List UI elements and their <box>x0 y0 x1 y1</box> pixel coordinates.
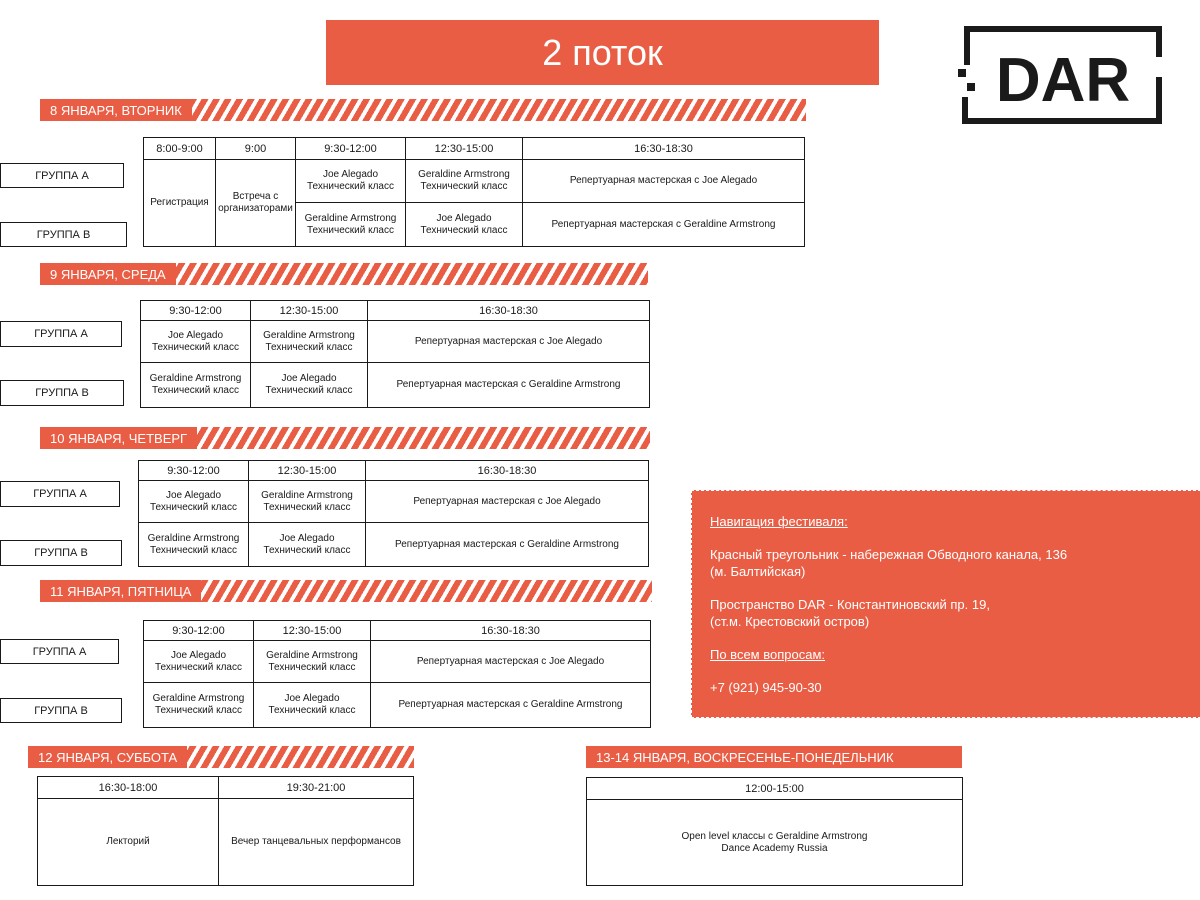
event-cell <box>587 800 963 886</box>
group-a-label: ГРУППА А <box>0 321 122 347</box>
time-header: 9:30-12:00 <box>141 301 251 321</box>
group-a-label: ГРУППА А <box>0 639 119 664</box>
page-title-text: 2 поток <box>542 31 663 73</box>
day-banner-3 <box>40 427 650 449</box>
class-cell: Репертуарная мастерская с Geraldine Armstrong <box>371 683 651 728</box>
group-a-label: ГРУППА А <box>0 481 120 507</box>
class-cell: Joe Alegado Технический класс <box>139 481 249 523</box>
time-header: 9:30-12:00 <box>139 461 249 481</box>
class-cell: Репертуарная мастерская с Geraldine Armstrong <box>368 363 650 408</box>
venue-1-line-2: (м. Балтийская) <box>710 564 806 579</box>
group-b-label: ГРУППА В <box>0 698 122 723</box>
time-header: 9:30-12:00 <box>144 621 254 641</box>
schedule-table-day5 <box>37 776 414 886</box>
day-label: 11 ЯНВАРЯ, ПЯТНИЦА <box>40 580 201 602</box>
day-label: 13-14 ЯНВАРЯ, ВОСКРЕСЕНЬЕ-ПОНЕДЕЛЬНИК <box>586 746 904 768</box>
event-cell: Вечер танцевальных перформансов <box>219 799 414 886</box>
group-b-label: ГРУППА В <box>0 380 124 406</box>
venue-2-line-2: (ст.м. Крестовский остров) <box>710 614 870 629</box>
class-cell: Geraldine Armstrong Технический класс <box>141 363 251 408</box>
questions-heading: По всем вопросам: <box>710 647 825 662</box>
class-cell: Joe Alegado Технический класс <box>296 160 406 203</box>
class-cell: Репертуарная мастерская с Joe Alegado <box>371 641 651 683</box>
group-a-label: ГРУППА А <box>0 163 124 188</box>
time-header: 16:30-18:30 <box>366 461 649 481</box>
class-cell: Репертуарная мастерская с Joe Alegado <box>366 481 649 523</box>
class-cell: Репертуарная мастерская с Joe Alegado <box>368 321 650 363</box>
contact-phone: +7 (921) 945-90-30 <box>710 680 822 695</box>
class-cell: Joe Alegado Технический класс <box>249 523 366 567</box>
time-header: 16:30-18:30 <box>523 138 805 160</box>
nav-heading: Навигация фестиваля: <box>710 514 848 529</box>
schedule-table-day4 <box>143 620 651 728</box>
class-cell: Geraldine Armstrong Технический класс <box>254 641 371 683</box>
festival-navigation-box <box>691 490 1200 718</box>
class-cell: Joe Alegado Технический класс <box>141 321 251 363</box>
class-cell: Geraldine Armstrong Технический класс <box>249 481 366 523</box>
event-line: Open level классы с Geraldine Armstrong <box>681 830 868 842</box>
time-header: 12:30-15:00 <box>254 621 371 641</box>
event-line: Dance Academy Russia <box>721 842 828 854</box>
class-cell: Joe Alegado Технический класс <box>144 641 254 683</box>
class-cell: Geraldine Armstrong Технический класс <box>296 203 406 247</box>
day-label: 10 ЯНВАРЯ, ЧЕТВЕРГ <box>40 427 197 449</box>
group-b-label: ГРУППА В <box>0 222 127 247</box>
time-header: 12:30-15:00 <box>251 301 368 321</box>
group-b-label: ГРУППА В <box>0 540 122 566</box>
class-cell: Geraldine Armstrong Технический класс <box>144 683 254 728</box>
class-cell: Репертуарная мастерская с Geraldine Armstrong <box>366 523 649 567</box>
day-label: 8 ЯНВАРЯ, ВТОРНИК <box>40 99 192 121</box>
schedule-table-day2 <box>140 300 650 408</box>
class-cell: Geraldine Armstrong Технический класс <box>139 523 249 567</box>
day-label: 9 ЯНВАРЯ, СРЕДА <box>40 263 176 285</box>
time-header: 12:30-15:00 <box>406 138 523 160</box>
time-header: 9:30-12:00 <box>296 138 406 160</box>
class-cell: Репертуарная мастерская с Geraldine Armstrong <box>523 203 805 247</box>
meeting-cell: Встреча с организаторами <box>216 160 296 247</box>
venue-1-line-1: Красный треугольник - набережная Обводного канала, 136 <box>710 547 1068 562</box>
dar-logo <box>955 25 1163 125</box>
class-cell: Geraldine Armstrong Технический класс <box>406 160 523 203</box>
time-header: 16:30-18:00 <box>38 777 219 799</box>
class-cell: Joe Alegado Технический класс <box>251 363 368 408</box>
day-banner-6 <box>586 746 962 768</box>
schedule-table-day3 <box>138 460 649 567</box>
schedule-table-day1 <box>143 137 805 247</box>
class-cell: Geraldine Armstrong Технический класс <box>251 321 368 363</box>
day-banner-2 <box>40 263 648 285</box>
day-banner-4 <box>40 580 652 602</box>
time-header: 16:30-18:30 <box>371 621 651 641</box>
time-header: 16:30-18:30 <box>368 301 650 321</box>
registration-cell: Регистрация <box>144 160 216 247</box>
class-cell: Joe Alegado Технический класс <box>254 683 371 728</box>
schedule-table-day6 <box>586 777 963 886</box>
time-header: 19:30-21:00 <box>219 777 414 799</box>
class-cell: Репертуарная мастерская с Joe Alegado <box>523 160 805 203</box>
event-cell: Лекторий <box>38 799 219 886</box>
logo-text: DAR <box>995 46 1131 115</box>
class-cell: Joe Alegado Технический класс <box>406 203 523 247</box>
venue-2-line-1: Пространство DAR - Константиновский пр. 19, <box>710 597 990 612</box>
day-label: 12 ЯНВАРЯ, СУББОТА <box>28 746 187 768</box>
day-banner-1 <box>40 99 806 121</box>
time-header: 8:00-9:00 <box>144 138 216 160</box>
day-banner-5 <box>28 746 414 768</box>
page-title <box>326 20 879 85</box>
time-header: 12:00-15:00 <box>587 778 963 800</box>
time-header: 9:00 <box>216 138 296 160</box>
time-header: 12:30-15:00 <box>249 461 366 481</box>
